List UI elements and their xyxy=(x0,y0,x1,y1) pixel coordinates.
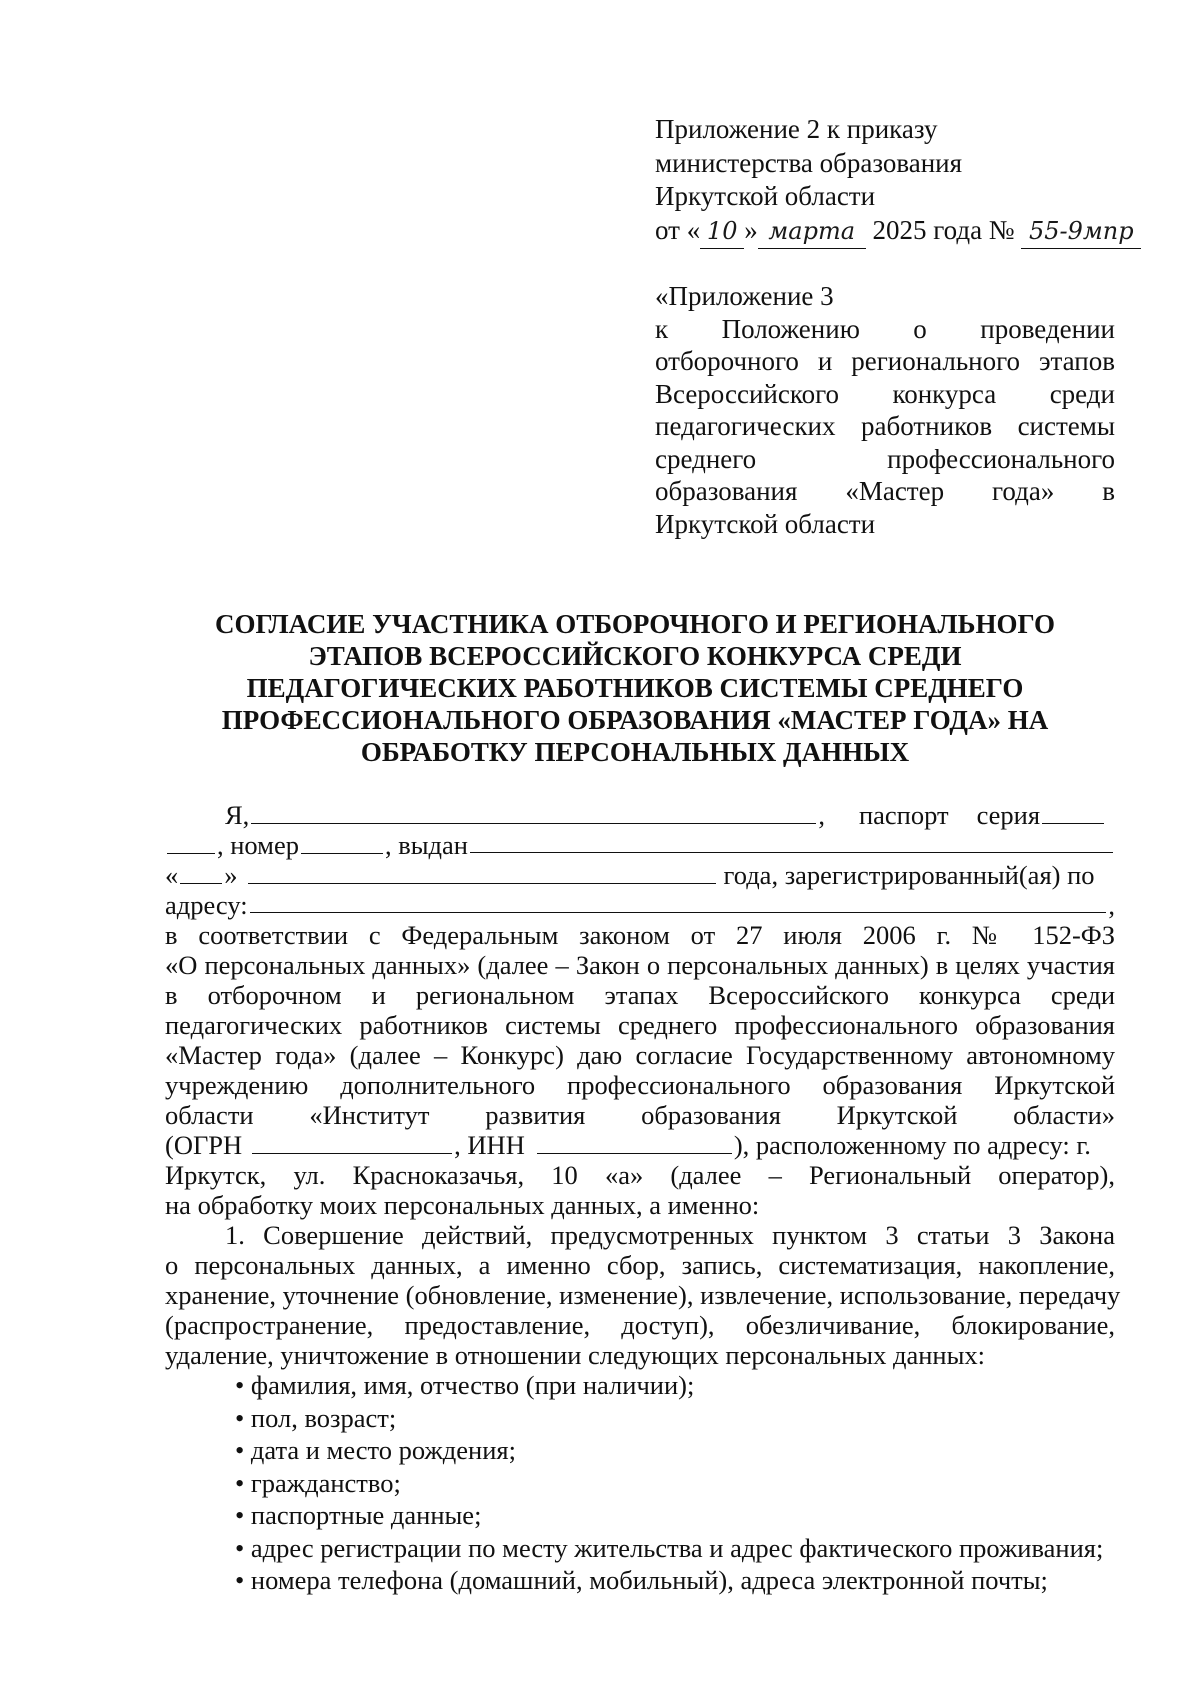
appendix-3-line: среднего профессионального xyxy=(655,443,1115,474)
address-end: , xyxy=(1108,890,1115,920)
list-item: • пол, возраст; xyxy=(235,1402,397,1433)
body-line: педагогических работников системы среднего профессионального образования xyxy=(165,1010,1115,1040)
appendix-3-line: педагогических работников системы xyxy=(655,411,1115,441)
date-month: марта xyxy=(758,215,866,250)
day-field[interactable] xyxy=(180,883,222,884)
label-ogrn: (ОГРН xyxy=(165,1130,243,1160)
body-line: в отборочном и региональном этапах Всероссийского конкурса среди xyxy=(165,980,1115,1010)
appendix-3-line: образования «Мастер года» в xyxy=(655,476,1115,506)
date-year-text: 2025 года № xyxy=(872,214,1015,245)
label-passport: паспорт xyxy=(858,800,949,830)
list-item: • дата и место рождения; xyxy=(235,1435,516,1465)
order-number: 55-9мпр xyxy=(1021,215,1141,250)
body-line: учреждению дополнительного профессионального образования Иркутской xyxy=(165,1070,1115,1100)
p1-line: удаление, уничтожение в отношении следующих персональных данных: xyxy=(165,1340,986,1370)
list-item: • номера телефона (домашний, мобильный), адреса электронной почты; xyxy=(235,1565,1048,1595)
label-issued: , выдан xyxy=(384,830,468,860)
date-mid: » xyxy=(744,214,758,245)
title-line: ПЕДАГОГИЧЕСКИХ РАБОТНИКОВ СИСТЕМЫ СРЕДНЕГО xyxy=(246,673,1024,703)
body-line: «Мастер года» (далее – Конкурс) даю согласие Государственному автономному xyxy=(165,1040,1115,1070)
form-row-ogrn xyxy=(165,1130,1115,1160)
label-ya: Я, xyxy=(225,800,250,830)
label-address: адресу: xyxy=(165,890,248,920)
appendix-3-line: Всероссийского конкурса среди xyxy=(655,378,1115,409)
ogrn-field[interactable] xyxy=(252,1153,452,1154)
title-line: СОГЛАСИЕ УЧАСТНИКА ОТБОРОЧНОГО И РЕГИОНАЛЬНОГО xyxy=(214,609,1056,639)
header-line-1: Приложение 2 к приказу xyxy=(655,114,938,144)
form-row-name xyxy=(165,800,1115,830)
comma: , xyxy=(818,800,825,830)
label-inn: , ИНН xyxy=(454,1130,525,1160)
header-line-3: Иркутской области xyxy=(655,181,876,211)
inn-field[interactable] xyxy=(537,1153,732,1154)
label-number: , номер xyxy=(217,830,299,860)
appendix-3-line: к Положению о проведении xyxy=(655,313,1115,344)
document-title xyxy=(165,608,1105,768)
quote-open: « xyxy=(165,860,179,890)
address-field[interactable] xyxy=(250,912,1107,913)
body-line: «О персональных данных» (далее – Закон о персональных данных) в целях участия xyxy=(165,950,1115,980)
quote-close: » xyxy=(224,860,238,890)
title-line: ПРОФЕССИОНАЛЬНОГО ОБРАЗОВАНИЯ «МАСТЕР ГОДА» НА xyxy=(221,705,1049,735)
issued-field[interactable] xyxy=(470,852,1113,853)
form-row-number xyxy=(165,830,1115,860)
header-line-2: министерства образования xyxy=(655,147,963,178)
list-item: • гражданство; xyxy=(235,1467,401,1498)
appendix-3-line: «Приложение 3 xyxy=(655,281,834,311)
p1-line: 1. Совершение действий, предусмотренных пунктом 3 статьи 3 Закона xyxy=(225,1220,1115,1250)
p1-line: хранение, уточнение (обновление, изменение), извлечение, использование, передачу xyxy=(165,1280,1121,1310)
appendix-3-block xyxy=(655,280,1115,540)
number-field[interactable] xyxy=(301,853,383,854)
list-item: • фамилия, имя, отчество (при наличии); xyxy=(235,1370,695,1400)
personal-data-list xyxy=(165,1370,1115,1598)
title-line: ОБРАБОТКУ ПЕРСОНАЛЬНЫХ ДАННЫХ xyxy=(360,737,910,767)
title-line: ЭТАПОВ ВСЕРОССИЙСКОГО КОНКУРСА СРЕДИ xyxy=(308,641,962,671)
consent-body xyxy=(165,800,1121,1598)
list-item: • адрес регистрации по месту жительства и адрес фактического проживания; xyxy=(235,1532,1104,1563)
body-line: на обработку моих персональных данных, а именно: xyxy=(165,1190,760,1220)
appendix-3-line: отборочного и регионального этапов xyxy=(655,346,1115,376)
name-field[interactable] xyxy=(251,823,816,824)
label-located: ), расположенному по адресу: г. xyxy=(733,1130,1091,1160)
header-date-line xyxy=(655,214,1134,250)
body-line: Иркутск, ул. Красноказачья, 10 «а» (далее – Региональный оператор), xyxy=(165,1160,1115,1190)
appendix-3-line: Иркутской области xyxy=(655,508,876,539)
appendix-2-header xyxy=(655,113,1134,249)
form-row-address xyxy=(165,890,1115,920)
list-item: • паспортные данные; xyxy=(235,1500,482,1530)
month-year-field[interactable] xyxy=(248,883,716,884)
body-line: области «Институт развития образования Иркутской области» xyxy=(165,1100,1115,1130)
label-series: серия xyxy=(976,800,1041,830)
date-day: 10 xyxy=(700,215,744,250)
label-year-registered: года, зарегистрированный(ая) по xyxy=(723,860,1095,890)
series-field-cont[interactable] xyxy=(167,853,215,854)
p1-line: (распространение, предоставление, доступ), обезличивание, блокирование, xyxy=(165,1310,1115,1340)
p1-line: о персональных данных, а именно сбор, запись, систематизация, накопление, xyxy=(165,1250,1115,1280)
body-line: в соответствии с Федеральным законом от 27 июля 2006 г. № 152-ФЗ xyxy=(165,920,1115,950)
series-field[interactable] xyxy=(1042,823,1104,824)
form-row-date xyxy=(165,860,1115,890)
date-prefix: от « xyxy=(655,214,701,245)
